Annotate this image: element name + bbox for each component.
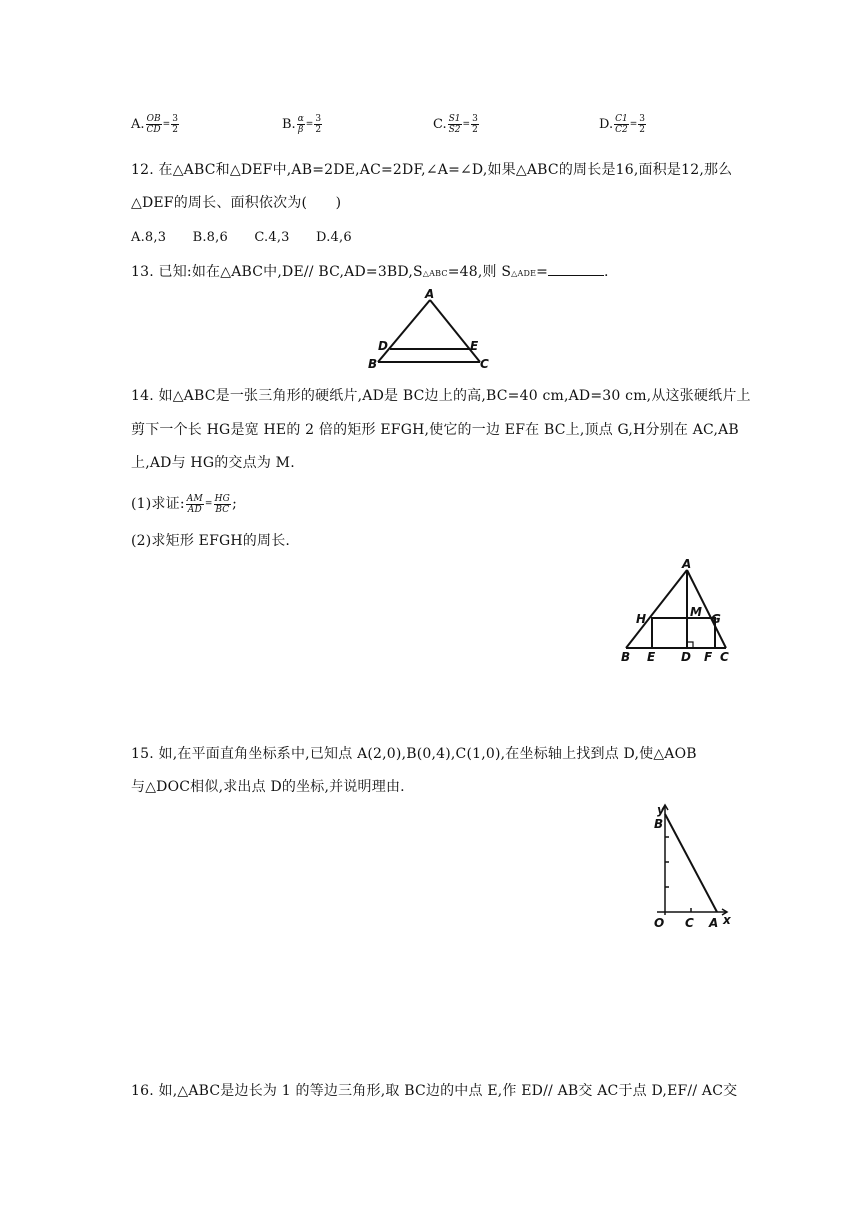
- fraction: $\frac{C1}{C2}$: [615, 114, 628, 135]
- label-d: D: [681, 650, 691, 664]
- q12-options: A.8,3 B.8,6 C.4,3 D.4,6: [131, 230, 352, 245]
- label-a: A: [682, 557, 692, 571]
- q14-line2: 剪下一个长 HG是宽 HE的 2 倍的矩形 EFGH,使它的一边 EF在 BC上,顶点 G,H分别在 AC,AB: [131, 422, 739, 438]
- fraction: $\frac{HG}{BC}$: [214, 493, 231, 515]
- q12-line1: 12. 在△ABC和△DEF中,AB=2DE,AC=2DF,∠A=∠D,如果△ABC的周长是16,面积是12,那么: [131, 162, 733, 178]
- label-f: F: [704, 650, 713, 664]
- label-x: x: [723, 913, 731, 927]
- label-o: O: [654, 916, 665, 930]
- option-a: A. $\frac{OB}{CD}$ = $\frac{3}{2}$: [131, 114, 178, 135]
- fraction: $\frac{S1}{S2}$: [448, 114, 461, 135]
- q13-text: 13. 已知:如在△ABC中,DE// BC,AD=3BD,S△ABC=48,则 S△ADE= .: [131, 264, 609, 280]
- label-c: C: [480, 357, 489, 371]
- label-e: E: [647, 650, 656, 664]
- label-d: D: [378, 339, 388, 353]
- option-c: C. $\frac{S1}{S2}$ = $\frac{3}{2}$: [433, 114, 478, 135]
- q14-part2: (2)求矩形 EFGH的周长.: [131, 533, 291, 549]
- q15-line2: 与△DOC相似,求出点 D的坐标,并说明理由.: [131, 779, 405, 795]
- q13-triangle-figure: [362, 284, 502, 374]
- label-a: A: [709, 916, 719, 930]
- fraction: $\frac{\alpha}{\beta}$: [297, 114, 304, 135]
- label-b: B: [621, 650, 631, 664]
- label-y: y: [657, 803, 665, 817]
- label-e: E: [470, 339, 479, 353]
- q14-rectangle-figure: [614, 556, 744, 664]
- q12-line2: △DEF的周长、面积依次为( ): [131, 195, 342, 211]
- label-b: B: [368, 357, 378, 371]
- q14-line3: 上,AD与 HG的交点为 M.: [131, 455, 295, 471]
- q15-coordinate-figure: [645, 800, 745, 930]
- label-b: B: [654, 817, 664, 831]
- fraction: $\frac{3}{2}$: [639, 114, 645, 135]
- label-m: M: [690, 605, 702, 619]
- label-a: A: [425, 287, 435, 301]
- option-d: D. $\frac{C1}{C2}$ = $\frac{3}{2}$: [599, 114, 645, 135]
- fraction: $\frac{AM}{AD}$: [186, 493, 203, 515]
- fraction: $\frac{3}{2}$: [172, 114, 178, 135]
- option-b: B. $\frac{\alpha}{\beta}$ = $\frac{3}{2}$: [282, 114, 322, 135]
- q15-line1: 15. 如,在平面直角坐标系中,已知点 A(2,0),B(0,4),C(1,0),在坐标轴上找到点 D,使△AOB: [131, 746, 697, 762]
- label-c: C: [720, 650, 729, 664]
- label-c: C: [685, 916, 694, 930]
- fraction: $\frac{3}{2}$: [472, 114, 478, 135]
- label-h: H: [636, 612, 647, 626]
- q14-line1: 14. 如△ABC是一张三角形的硬纸片,AD是 BC边上的高,BC=40 cm,AD=30 cm,从这张硬纸片上: [131, 388, 751, 404]
- label-g: G: [711, 612, 721, 626]
- fraction: $\frac{OB}{CD}$: [146, 114, 161, 135]
- answer-blank[interactable]: [548, 263, 604, 276]
- q16-line1: 16. 如,△ABC是边长为 1 的等边三角形,取 BC边的中点 E,作 ED// AB交 AC于点 D,EF// AC交: [131, 1083, 738, 1099]
- fraction: $\frac{3}{2}$: [315, 114, 322, 135]
- q14-part1: (1)求证: $\frac{AM}{AD}$ = $\frac{HG}{BC}$ ;: [131, 493, 237, 515]
